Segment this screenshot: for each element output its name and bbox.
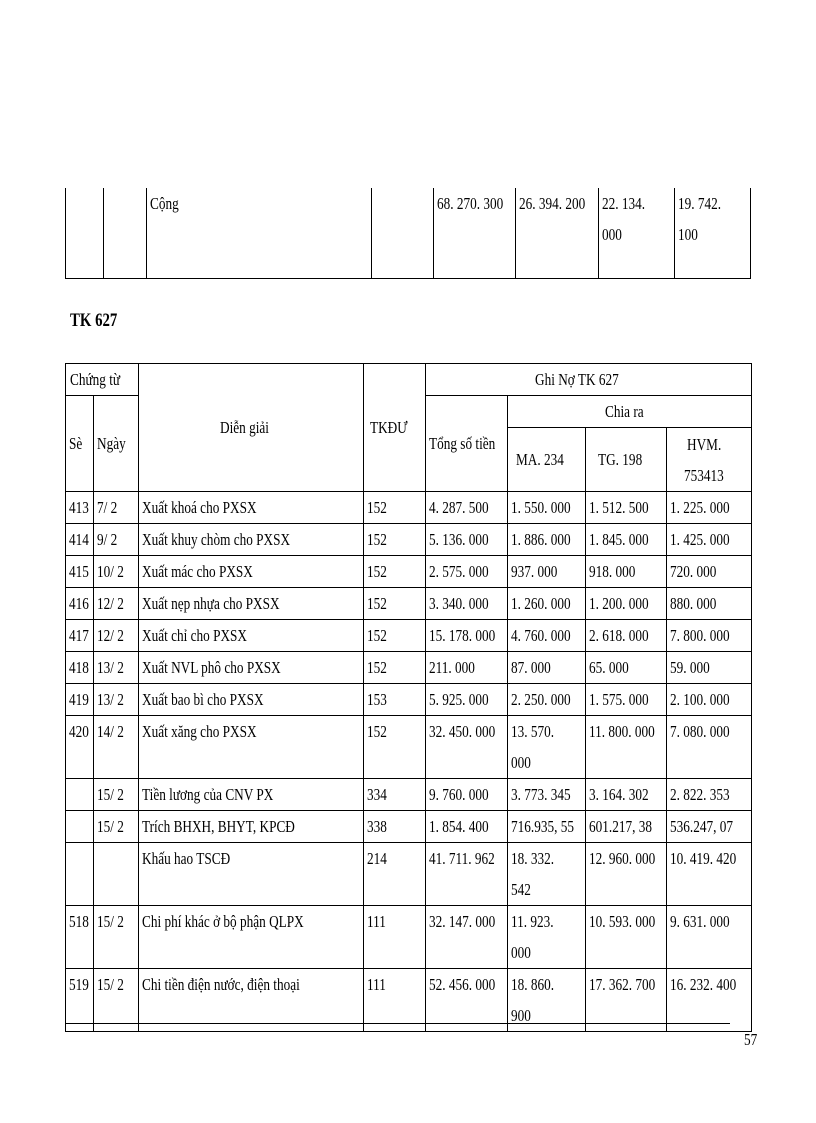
cell-tong: 32. 147. 000	[426, 906, 508, 969]
cell-tg: 3. 164. 302	[586, 779, 667, 811]
header-tong: Tổng số tiền	[426, 396, 508, 492]
cell-ma: 1. 260. 000	[508, 588, 586, 620]
cell-ma: 716.935, 55	[508, 811, 586, 843]
total-ma: 26. 394. 200	[519, 194, 586, 213]
cell-so: 413	[66, 492, 94, 524]
cell-tkdu: 111	[364, 906, 426, 969]
cell-tg: 2. 618. 000	[586, 620, 667, 652]
cell-tkdu: 152	[364, 588, 426, 620]
table-row	[66, 524, 752, 556]
cell-ngay: 12/ 2	[94, 588, 139, 620]
cell-tong: 41. 711. 962	[426, 843, 508, 906]
table-row	[66, 492, 752, 524]
table-row	[66, 843, 752, 906]
cell-tkdu: 152	[364, 716, 426, 779]
cell-dien-giai: Xuất khoá cho PXSX	[139, 492, 364, 524]
table-row	[66, 588, 752, 620]
cell-tong: 3. 340. 000	[426, 588, 508, 620]
table-row	[66, 716, 752, 779]
cell-ngay: 15/ 2	[94, 779, 139, 811]
cell-tg: 65. 000	[586, 652, 667, 684]
cell-dien-giai: Trích BHXH, BHYT, KPCĐ	[139, 811, 364, 843]
cell-dien-giai: Tiền lương của CNV PX	[139, 779, 364, 811]
cell-tkdu: 152	[364, 652, 426, 684]
cell-ngay: 15/ 2	[94, 811, 139, 843]
total-tg: 22. 134.	[602, 194, 646, 213]
cell-dien-giai: Chi tiền điện nước, điện thoại	[139, 969, 364, 1032]
cell-so: 416	[66, 588, 94, 620]
cell-so: 519	[66, 969, 94, 1032]
cell-so: 518	[66, 906, 94, 969]
cell-tong: 32. 450. 000	[426, 716, 508, 779]
table-row	[66, 556, 752, 588]
cell-tg: 1. 845. 000	[586, 524, 667, 556]
header-ghi-no: Ghi Nợ TK 627	[426, 364, 752, 396]
cell-hvm: 720. 000	[667, 556, 752, 588]
cell-tong: 2. 575. 000	[426, 556, 508, 588]
cell-tkdu: 334	[364, 779, 426, 811]
cell-ngay	[94, 843, 139, 906]
cell-so	[66, 843, 94, 906]
cell-dien-giai: Xuất khuy chòm cho PXSX	[139, 524, 364, 556]
cell-ngay: 13/ 2	[94, 652, 139, 684]
cell-ma: 18. 332. 542	[508, 843, 586, 906]
cell-tkdu: 152	[364, 620, 426, 652]
cell-dien-giai: Xuất NVL phô cho PXSX	[139, 652, 364, 684]
cell-ma: 18. 860. 900	[508, 969, 586, 1032]
cell-ngay: 7/ 2	[94, 492, 139, 524]
cell-tg: 601.217, 38	[586, 811, 667, 843]
cell-so: 420	[66, 716, 94, 779]
cell-tg: 12. 960. 000	[586, 843, 667, 906]
cell-hvm: 2. 822. 353	[667, 779, 752, 811]
cell-tkdu: 152	[364, 556, 426, 588]
cell-dien-giai: Khấu hao TSCĐ	[139, 843, 364, 906]
cell-hvm: 16. 232. 400	[667, 969, 752, 1032]
cell-tong: 211. 000	[426, 652, 508, 684]
total-tg-cont: 000	[602, 225, 622, 244]
cell-tg: 1. 200. 000	[586, 588, 667, 620]
cell-tkdu: 338	[364, 811, 426, 843]
cell-ma: 1. 550. 000	[508, 492, 586, 524]
cell-tkdu: 111	[364, 969, 426, 1032]
cell-tong: 5. 136. 000	[426, 524, 508, 556]
total-row	[66, 188, 751, 279]
cell-so: 415	[66, 556, 94, 588]
cell-hvm: 2. 100. 000	[667, 684, 752, 716]
cell-hvm: 1. 425. 000	[667, 524, 752, 556]
cell-so: 419	[66, 684, 94, 716]
cell-hvm: 10. 419. 420	[667, 843, 752, 906]
cell-ma: 3. 773. 345	[508, 779, 586, 811]
cell-ngay: 10/ 2	[94, 556, 139, 588]
header-dien-giai: Diễn giải	[139, 364, 364, 492]
header-ngay: Ngày	[94, 396, 139, 492]
cell-ma: 13. 570. 000	[508, 716, 586, 779]
cell-tong: 9. 760. 000	[426, 779, 508, 811]
cell-so	[66, 811, 94, 843]
cell-ma: 11. 923. 000	[508, 906, 586, 969]
cell-tg: 10. 593. 000	[586, 906, 667, 969]
cell-ma: 1. 886. 000	[508, 524, 586, 556]
cell-ma: 87. 000	[508, 652, 586, 684]
footer-rule	[65, 1023, 730, 1024]
cell-so: 417	[66, 620, 94, 652]
table-row	[66, 811, 752, 843]
cell-tg: 1. 512. 500	[586, 492, 667, 524]
page-number: 57	[744, 1030, 758, 1049]
cell-tkdu: 214	[364, 843, 426, 906]
cell-hvm: 7. 080. 000	[667, 716, 752, 779]
cell-hvm: 536.247, 07	[667, 811, 752, 843]
cell-so: 414	[66, 524, 94, 556]
header-so: Sè	[66, 396, 94, 492]
cell-tkdu: 153	[364, 684, 426, 716]
cell-ngay: 14/ 2	[94, 716, 139, 779]
cell-tg: 918. 000	[586, 556, 667, 588]
cell-dien-giai: Xuất nẹp nhựa cho PXSX	[139, 588, 364, 620]
previous-table-total	[65, 188, 751, 279]
cell-tg: 17. 362. 700	[586, 969, 667, 1032]
table-row	[66, 620, 752, 652]
header-ma: MA. 234	[508, 428, 586, 492]
header-chia-ra: Chia ra	[508, 396, 752, 428]
total-hvm: 19. 742.	[678, 194, 722, 213]
total-amount: 68. 270. 300	[437, 194, 504, 213]
cell-dien-giai: Xuất xăng cho PXSX	[139, 716, 364, 779]
cell-ngay: 13/ 2	[94, 684, 139, 716]
cell-ngay: 12/ 2	[94, 620, 139, 652]
cell-tkdu: 152	[364, 492, 426, 524]
header-tkdu: TKĐƯ	[364, 364, 426, 492]
cell-tkdu: 152	[364, 524, 426, 556]
table-row	[66, 684, 752, 716]
total-label: Cộng	[150, 194, 179, 213]
cell-tong: 1. 854. 400	[426, 811, 508, 843]
cell-dien-giai: Chi phí khác ở bộ phận QLPX	[139, 906, 364, 969]
header-tg: TG. 198	[586, 428, 667, 492]
tk627-ledger-table	[65, 363, 752, 1032]
cell-tg: 11. 800. 000	[586, 716, 667, 779]
cell-tong: 52. 456. 000	[426, 969, 508, 1032]
cell-ngay: 15/ 2	[94, 969, 139, 1032]
cell-tg: 1. 575. 000	[586, 684, 667, 716]
section-title: TK 627	[70, 310, 118, 331]
table-row	[66, 906, 752, 969]
cell-dien-giai: Xuất chỉ cho PXSX	[139, 620, 364, 652]
cell-hvm: 9. 631. 000	[667, 906, 752, 969]
header-hvm: HVM. 753413	[667, 428, 752, 492]
cell-ma: 937. 000	[508, 556, 586, 588]
cell-tong: 15. 178. 000	[426, 620, 508, 652]
cell-tong: 5. 925. 000	[426, 684, 508, 716]
cell-dien-giai: Xuất bao bì cho PXSX	[139, 684, 364, 716]
cell-ma: 4. 760. 000	[508, 620, 586, 652]
cell-ngay: 9/ 2	[94, 524, 139, 556]
cell-ngay: 15/ 2	[94, 906, 139, 969]
cell-hvm: 7. 800. 000	[667, 620, 752, 652]
cell-tong: 4. 287. 500	[426, 492, 508, 524]
cell-so	[66, 779, 94, 811]
cell-ma: 2. 250. 000	[508, 684, 586, 716]
header-chung-tu: Chứng từ	[66, 364, 139, 396]
total-hvm-cont: 100	[678, 225, 698, 244]
cell-so: 418	[66, 652, 94, 684]
table-row	[66, 779, 752, 811]
cell-hvm: 1. 225. 000	[667, 492, 752, 524]
cell-dien-giai: Xuất mác cho PXSX	[139, 556, 364, 588]
table-row	[66, 652, 752, 684]
cell-hvm: 59. 000	[667, 652, 752, 684]
cell-hvm: 880. 000	[667, 588, 752, 620]
